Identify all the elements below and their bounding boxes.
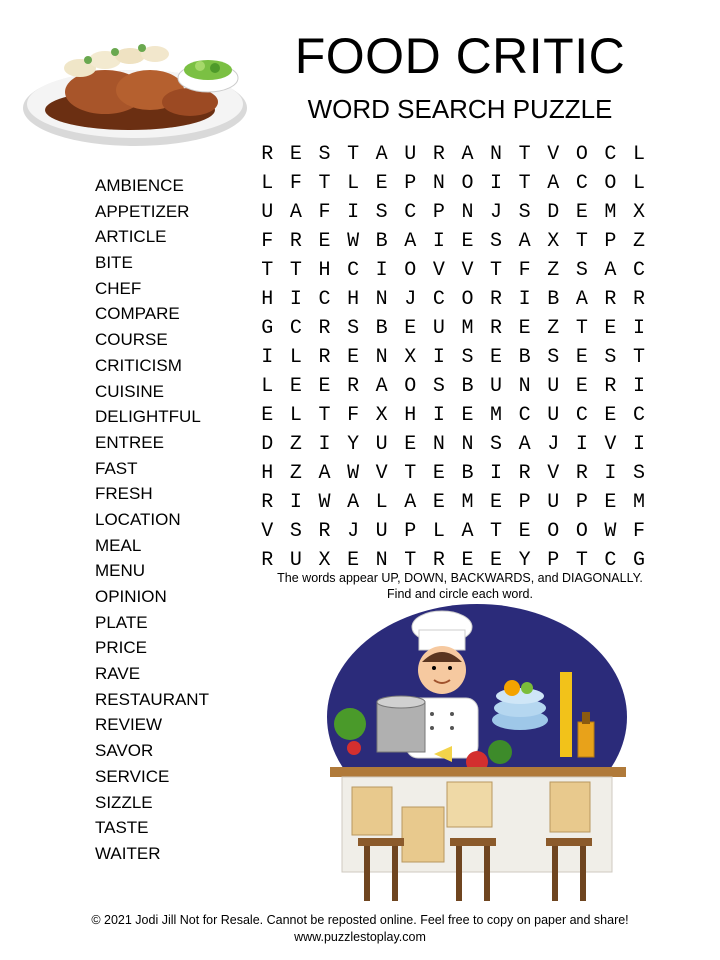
grid-cell[interactable]: H xyxy=(347,288,360,311)
grid-cell[interactable]: G xyxy=(633,549,646,572)
grid-cell[interactable]: O xyxy=(547,520,560,543)
word-list-item: CUISINE xyxy=(95,381,164,401)
grid-cell[interactable]: R xyxy=(261,549,274,572)
grid-cell[interactable]: S xyxy=(461,346,474,369)
grid-cell[interactable]: B xyxy=(375,317,388,340)
grid-cell[interactable]: E xyxy=(461,549,474,572)
grid-cell[interactable]: Z xyxy=(547,317,560,340)
grid-cell[interactable]: L xyxy=(633,143,646,166)
grid-cell[interactable]: C xyxy=(518,404,531,427)
grid-cell[interactable]: L xyxy=(432,520,445,543)
word-list-item: PLATE xyxy=(95,612,148,632)
grid-cell[interactable]: F xyxy=(518,259,531,282)
grid-cell[interactable]: U xyxy=(432,317,445,340)
grid-cell[interactable]: A xyxy=(518,230,531,253)
grid-cell[interactable]: A xyxy=(604,259,617,282)
grid-cell[interactable]: S xyxy=(289,520,302,543)
grid-cell[interactable]: R xyxy=(490,317,503,340)
footer xyxy=(0,912,720,946)
grid-cell[interactable]: W xyxy=(318,491,331,514)
grid-cell[interactable]: I xyxy=(375,259,388,282)
word-list-item: OPINION xyxy=(95,587,167,606)
grid-cell[interactable]: T xyxy=(289,259,302,282)
grid-cell[interactable]: B xyxy=(461,462,474,485)
grid-cell[interactable]: I xyxy=(318,433,331,456)
grid-cell[interactable]: J xyxy=(490,201,503,224)
grid-cell[interactable]: P xyxy=(432,201,445,224)
grid-cell[interactable]: A xyxy=(547,172,560,195)
grid-cell[interactable]: I xyxy=(261,346,274,369)
grid-cell[interactable]: T xyxy=(518,143,531,166)
grid-cell[interactable]: P xyxy=(404,520,417,543)
grid-cell[interactable]: N xyxy=(375,549,388,572)
grid-cell[interactable]: O xyxy=(604,172,617,195)
grid-cell[interactable]: Z xyxy=(547,259,560,282)
grid-cell[interactable]: S xyxy=(518,201,531,224)
grid-cell[interactable]: D xyxy=(547,201,560,224)
grid-cell[interactable]: V xyxy=(604,433,617,456)
plate-of-food-icon xyxy=(20,30,250,150)
grid-cell[interactable]: T xyxy=(347,143,360,166)
grid-cell[interactable]: A xyxy=(289,201,302,224)
word-list-item: MEAL xyxy=(95,535,142,555)
grid-row xyxy=(253,314,653,343)
grid-cell[interactable]: R xyxy=(261,491,274,514)
grid-cell[interactable]: E xyxy=(404,317,417,340)
grid-cell[interactable]: T xyxy=(490,520,503,543)
grid-cell[interactable]: P xyxy=(547,549,560,572)
grid-cell[interactable]: E xyxy=(261,404,274,427)
grid-cell[interactable]: R xyxy=(432,549,445,572)
grid-cell[interactable]: V xyxy=(547,143,560,166)
grid-cell[interactable]: R xyxy=(347,375,360,398)
grid-cell[interactable]: F xyxy=(633,520,646,543)
word-list-item: AMBIENCE xyxy=(95,176,184,195)
grid-cell[interactable]: V xyxy=(547,462,560,485)
grid-cell[interactable]: T xyxy=(490,259,503,282)
grid-cell[interactable]: S xyxy=(490,230,503,253)
grid-cell[interactable]: C xyxy=(289,317,302,340)
grid-cell[interactable]: A xyxy=(575,288,588,311)
grid-cell[interactable]: E xyxy=(490,346,503,369)
grid-cell[interactable]: B xyxy=(518,346,531,369)
grid-cell[interactable]: V xyxy=(432,259,445,282)
grid-cell[interactable]: N xyxy=(432,172,445,195)
grid-cell[interactable]: Y xyxy=(347,433,360,456)
grid-cell[interactable]: P xyxy=(575,491,588,514)
grid-cell[interactable]: R xyxy=(575,462,588,485)
grid-cell[interactable]: A xyxy=(461,143,474,166)
grid-cell[interactable]: I xyxy=(490,462,503,485)
word-list-item: SAVOR xyxy=(95,741,154,761)
grid-row xyxy=(253,401,653,430)
word-list-item: REVIEW xyxy=(95,715,163,735)
grid-cell[interactable]: T xyxy=(575,230,588,253)
grid-cell[interactable]: I xyxy=(518,288,531,311)
grid-cell[interactable]: T xyxy=(404,549,417,572)
grid-cell[interactable]: T xyxy=(518,172,531,195)
page-subtitle: WORD SEARCH PUZZLE xyxy=(307,94,613,124)
grid-cell[interactable]: Z xyxy=(289,462,302,485)
grid-cell[interactable]: S xyxy=(347,317,360,340)
word-list-item: FAST xyxy=(95,458,138,478)
grid-cell[interactable]: N xyxy=(432,433,445,456)
grid-cell[interactable]: D xyxy=(261,433,274,456)
grid-cell[interactable]: N xyxy=(461,433,474,456)
grid-cell[interactable]: E xyxy=(432,491,445,514)
grid-cell[interactable]: V xyxy=(261,520,274,543)
grid-cell[interactable]: R xyxy=(604,375,617,398)
grid-cell[interactable]: E xyxy=(289,375,302,398)
word-list-item: SERVICE xyxy=(95,766,170,786)
grid-cell[interactable]: A xyxy=(461,520,474,543)
grid-row xyxy=(253,227,653,256)
grid-row xyxy=(253,430,653,459)
grid-cell[interactable]: N xyxy=(375,288,388,311)
grid-cell[interactable]: E xyxy=(318,375,331,398)
grid-cell[interactable]: G xyxy=(261,317,274,340)
word-list xyxy=(95,173,209,867)
word-list-item: ENTREE xyxy=(95,432,164,452)
grid-cell[interactable]: S xyxy=(375,201,388,224)
instructions-line-1: The words appear UP, DOWN, BACKWARDS, and DIAGONALLY. xyxy=(277,571,643,585)
grid-cell[interactable]: X xyxy=(547,230,560,253)
grid-cell[interactable]: S xyxy=(318,143,331,166)
grid-row xyxy=(253,459,653,488)
grid-cell[interactable]: X xyxy=(375,404,388,427)
grid-cell[interactable]: U xyxy=(375,433,388,456)
grid-cell[interactable]: U xyxy=(547,491,560,514)
word-list-item: RAVE xyxy=(95,664,141,684)
grid-cell[interactable]: L xyxy=(289,404,302,427)
page-title: FOOD CRITIC xyxy=(294,28,626,84)
grid-cell[interactable]: P xyxy=(404,172,417,195)
grid-row xyxy=(253,169,653,198)
grid-cell[interactable]: L xyxy=(261,172,274,195)
grid-cell[interactable]: N xyxy=(490,143,503,166)
grid-cell[interactable]: O xyxy=(461,288,474,311)
word-list-item: APPETIZER xyxy=(95,201,190,221)
grid-row xyxy=(253,517,653,546)
grid-cell[interactable]: E xyxy=(432,462,445,485)
grid-cell[interactable]: T xyxy=(575,317,588,340)
grid-cell[interactable]: E xyxy=(575,346,588,369)
grid-cell[interactable]: C xyxy=(575,404,588,427)
grid-cell[interactable]: S xyxy=(575,259,588,282)
grid-cell[interactable]: E xyxy=(604,317,617,340)
grid-cell[interactable]: C xyxy=(633,404,646,427)
grid-row xyxy=(253,343,653,372)
grid-cell[interactable]: R xyxy=(633,288,646,311)
grid-row xyxy=(253,285,653,314)
letter-grid xyxy=(253,140,653,575)
word-list-item: DELIGHTFUL xyxy=(95,407,201,427)
grid-cell[interactable]: S xyxy=(547,346,560,369)
grid-cell[interactable]: R xyxy=(432,143,445,166)
grid-cell[interactable]: C xyxy=(633,259,646,282)
grid-cell[interactable]: I xyxy=(347,201,360,224)
grid-cell[interactable]: B xyxy=(461,375,474,398)
grid-cell[interactable]: F xyxy=(261,230,274,253)
grid-cell[interactable]: E xyxy=(318,230,331,253)
grid-cell[interactable]: I xyxy=(432,404,445,427)
grid-cell[interactable]: L xyxy=(289,346,302,369)
grid-cell[interactable]: L xyxy=(633,172,646,195)
word-list-item: WAITER xyxy=(95,843,161,863)
grid-cell[interactable]: C xyxy=(575,172,588,195)
grid-cell[interactable]: H xyxy=(261,462,274,485)
grid-cell[interactable]: M xyxy=(461,317,474,340)
grid-cell[interactable]: O xyxy=(575,143,588,166)
grid-row xyxy=(253,372,653,401)
grid-cell[interactable]: E xyxy=(490,549,503,572)
grid-cell[interactable]: M xyxy=(461,491,474,514)
word-list-item: PRICE xyxy=(95,638,147,658)
grid-cell[interactable]: L xyxy=(347,172,360,195)
grid-cell[interactable]: H xyxy=(404,404,417,427)
grid-cell[interactable]: E xyxy=(575,375,588,398)
word-list-item: CRITICISM xyxy=(95,355,182,375)
grid-cell[interactable]: W xyxy=(347,230,360,253)
grid-cell[interactable]: E xyxy=(347,346,360,369)
grid-cell[interactable]: J xyxy=(404,288,417,311)
grid-cell[interactable]: I xyxy=(289,288,302,311)
grid-cell[interactable]: V xyxy=(375,462,388,485)
grid-cell[interactable]: N xyxy=(518,375,531,398)
word-list-item: LOCATION xyxy=(95,509,181,529)
grid-cell[interactable]: Z xyxy=(633,230,646,253)
word-list-item: BITE xyxy=(95,253,133,273)
grid-cell[interactable]: E xyxy=(518,317,531,340)
grid-cell[interactable]: C xyxy=(318,288,331,311)
grid-cell[interactable]: E xyxy=(375,172,388,195)
grid-cell[interactable]: W xyxy=(347,462,360,485)
grid-cell[interactable]: R xyxy=(490,288,503,311)
grid-cell[interactable]: E xyxy=(289,143,302,166)
grid-cell[interactable]: H xyxy=(261,288,274,311)
grid-cell[interactable]: F xyxy=(318,201,331,224)
grid-cell[interactable]: O xyxy=(461,172,474,195)
grid-cell[interactable]: U xyxy=(261,201,274,224)
grid-cell[interactable]: R xyxy=(604,288,617,311)
grid-cell[interactable]: E xyxy=(604,404,617,427)
word-list-item: RESTAURANT xyxy=(95,689,209,709)
grid-cell[interactable]: H xyxy=(318,259,331,282)
grid-cell[interactable]: C xyxy=(404,201,417,224)
word-list-item: CHEF xyxy=(95,278,142,298)
grid-cell[interactable]: A xyxy=(518,433,531,456)
grid-row xyxy=(253,256,653,285)
grid-cell[interactable]: T xyxy=(404,462,417,485)
grid-cell[interactable]: B xyxy=(547,288,560,311)
instructions xyxy=(250,570,670,602)
grid-cell[interactable]: E xyxy=(461,230,474,253)
website-url: www.puzzlestoplay.com xyxy=(294,930,426,944)
grid-cell[interactable]: R xyxy=(518,462,531,485)
grid-cell[interactable]: T xyxy=(318,172,331,195)
word-list-item: COMPARE xyxy=(95,304,180,324)
grid-cell[interactable]: S xyxy=(633,462,646,485)
grid-cell[interactable]: U xyxy=(547,404,560,427)
grid-cell[interactable]: S xyxy=(490,433,503,456)
grid-cell[interactable]: A xyxy=(375,375,388,398)
grid-cell[interactable]: R xyxy=(318,346,331,369)
grid-cell[interactable]: E xyxy=(404,433,417,456)
grid-cell[interactable]: R xyxy=(318,520,331,543)
grid-cell[interactable]: C xyxy=(604,143,617,166)
grid-cell[interactable]: A xyxy=(347,491,360,514)
grid-cell[interactable]: A xyxy=(375,143,388,166)
grid-cell[interactable]: N xyxy=(375,346,388,369)
grid-cell[interactable]: E xyxy=(575,201,588,224)
grid-cell[interactable]: J xyxy=(547,433,560,456)
grid-cell[interactable]: W xyxy=(604,520,617,543)
grid-cell[interactable]: I xyxy=(575,433,588,456)
grid-cell[interactable]: X xyxy=(633,201,646,224)
grid-cell[interactable]: C xyxy=(604,549,617,572)
grid-cell[interactable]: I xyxy=(432,230,445,253)
grid-cell[interactable]: S xyxy=(604,346,617,369)
instructions-line-2: Find and circle each word. xyxy=(387,587,533,601)
grid-row xyxy=(253,198,653,227)
grid-cell[interactable]: C xyxy=(347,259,360,282)
grid-cell[interactable]: X xyxy=(404,346,417,369)
grid-cell[interactable]: M xyxy=(633,491,646,514)
grid-cell[interactable]: E xyxy=(461,404,474,427)
grid-cell[interactable]: J xyxy=(347,520,360,543)
grid-cell[interactable]: I xyxy=(432,346,445,369)
grid-row xyxy=(253,488,653,517)
grid-cell[interactable]: A xyxy=(318,462,331,485)
grid-cell[interactable]: A xyxy=(404,491,417,514)
grid-row xyxy=(253,140,653,169)
grid-cell[interactable]: T xyxy=(575,549,588,572)
grid-cell[interactable]: P xyxy=(518,491,531,514)
grid-cell[interactable]: P xyxy=(604,230,617,253)
grid-cell[interactable]: I xyxy=(289,491,302,514)
grid-cell[interactable]: O xyxy=(404,375,417,398)
word-list-item: SIZZLE xyxy=(95,792,153,812)
copyright-notice: © 2021 Jodi Jill Not for Resale. Cannot be reposted online. Feel free to copy on paper and share! xyxy=(91,913,629,927)
word-list-item: MENU xyxy=(95,561,146,581)
grid-cell[interactable]: R xyxy=(289,230,302,253)
grid-cell[interactable]: C xyxy=(432,288,445,311)
grid-cell[interactable]: E xyxy=(490,491,503,514)
grid-cell[interactable]: R xyxy=(261,143,274,166)
grid-cell[interactable]: U xyxy=(375,520,388,543)
grid-cell[interactable]: O xyxy=(404,259,417,282)
grid-cell[interactable]: O xyxy=(575,520,588,543)
grid-cell[interactable]: F xyxy=(289,172,302,195)
grid-cell[interactable]: M xyxy=(490,404,503,427)
grid-cell[interactable]: M xyxy=(604,201,617,224)
grid-cell[interactable]: N xyxy=(461,201,474,224)
grid-cell[interactable]: I xyxy=(633,317,646,340)
word-list-item: COURSE xyxy=(95,330,168,350)
grid-cell[interactable]: T xyxy=(261,259,274,282)
grid-cell[interactable]: E xyxy=(604,491,617,514)
grid-cell[interactable]: L xyxy=(261,375,274,398)
grid-cell[interactable]: U xyxy=(289,549,302,572)
grid-cell[interactable]: I xyxy=(633,375,646,398)
grid-cell[interactable]: V xyxy=(461,259,474,282)
grid-cell[interactable]: X xyxy=(318,549,331,572)
word-list-item: TASTE xyxy=(95,818,149,838)
chef-cooking-illustration xyxy=(322,602,632,907)
grid-cell[interactable]: Z xyxy=(289,433,302,456)
grid-cell[interactable]: T xyxy=(318,404,331,427)
grid-cell[interactable]: L xyxy=(375,491,388,514)
grid-cell[interactable]: I xyxy=(633,433,646,456)
grid-cell[interactable]: U xyxy=(547,375,560,398)
grid-cell[interactable]: E xyxy=(347,549,360,572)
grid-cell[interactable]: U xyxy=(404,143,417,166)
word-list-item: ARTICLE xyxy=(95,227,167,247)
grid-cell[interactable]: T xyxy=(633,346,646,369)
grid-cell[interactable]: Y xyxy=(518,549,531,572)
grid-cell[interactable]: B xyxy=(375,230,388,253)
grid-cell[interactable]: E xyxy=(518,520,531,543)
grid-cell[interactable]: S xyxy=(432,375,445,398)
grid-cell[interactable]: U xyxy=(490,375,503,398)
grid-cell[interactable]: A xyxy=(404,230,417,253)
grid-cell[interactable]: F xyxy=(347,404,360,427)
grid-cell[interactable]: I xyxy=(604,462,617,485)
grid-cell[interactable]: R xyxy=(318,317,331,340)
word-list-item: FRESH xyxy=(95,484,153,504)
grid-cell[interactable]: I xyxy=(490,172,503,195)
